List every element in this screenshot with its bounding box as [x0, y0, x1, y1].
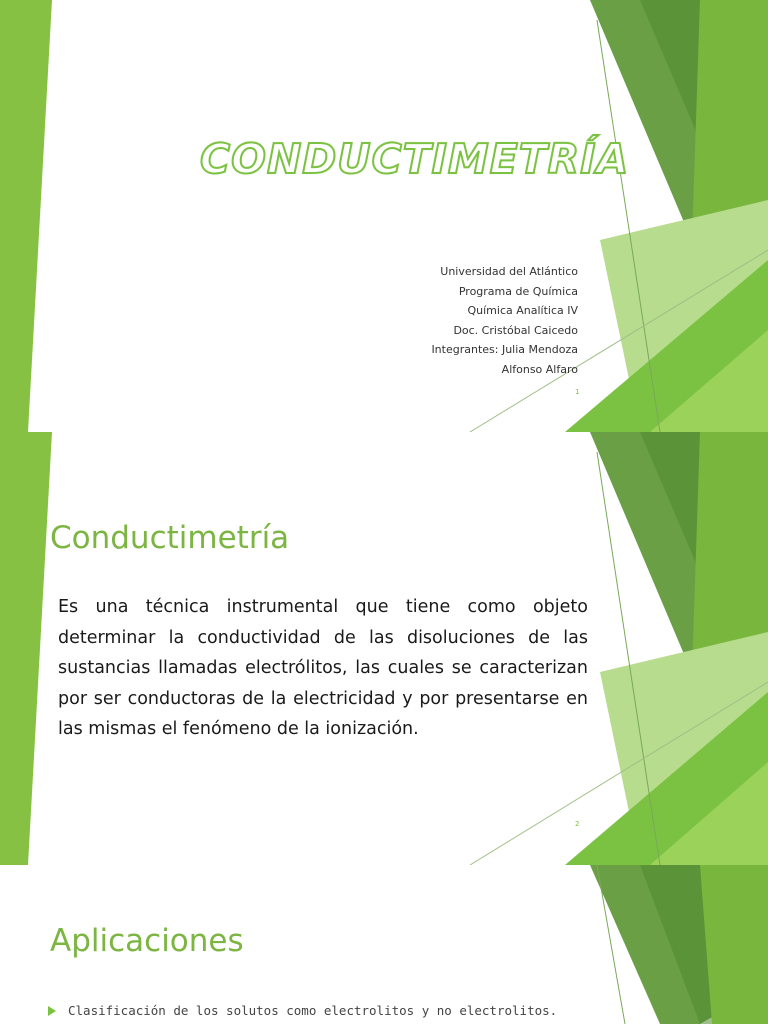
triangle-bullet-icon: [48, 1006, 56, 1016]
heading-aplicaciones: Aplicaciones: [50, 923, 244, 959]
author-info: [300, 262, 578, 379]
heading-conductimetria: Conductimetría: [50, 520, 290, 556]
info-line-program: Programa de Química: [458, 284, 578, 298]
info-line-members: Integrantes: Julia Mendoza: [431, 343, 578, 356]
slide-number-1: 1: [575, 388, 580, 396]
slide-3: [0, 865, 768, 1024]
info-line-university: Universidad del Atlántico: [440, 265, 578, 278]
bullet-text: Clasificación de los solutos como electrolitos y no electrolitos.: [68, 1003, 558, 1018]
slide-2: [0, 432, 768, 865]
slide-number-2: 2: [575, 820, 580, 828]
title-conductimetria: CONDUCTIMETRÍA: [200, 135, 630, 183]
list-item: [48, 1003, 608, 1018]
definition-paragraph: Es una técnica instrumental que tiene como objeto determinar la conductividad de las disoluciones de las sustancias llamadas electrólitos, las cuales se caracterizan por ser conductoras de la electricidad y por presentarse en las mismas el fenómeno de la ionización.: [58, 597, 588, 739]
info-line-member-2: Alfonso Alfaro: [501, 362, 578, 376]
info-line-professor: Doc. Cristóbal Caicedo: [453, 323, 578, 337]
info-line-course: Química Analítica IV: [467, 304, 578, 317]
slide-1: [0, 0, 768, 432]
